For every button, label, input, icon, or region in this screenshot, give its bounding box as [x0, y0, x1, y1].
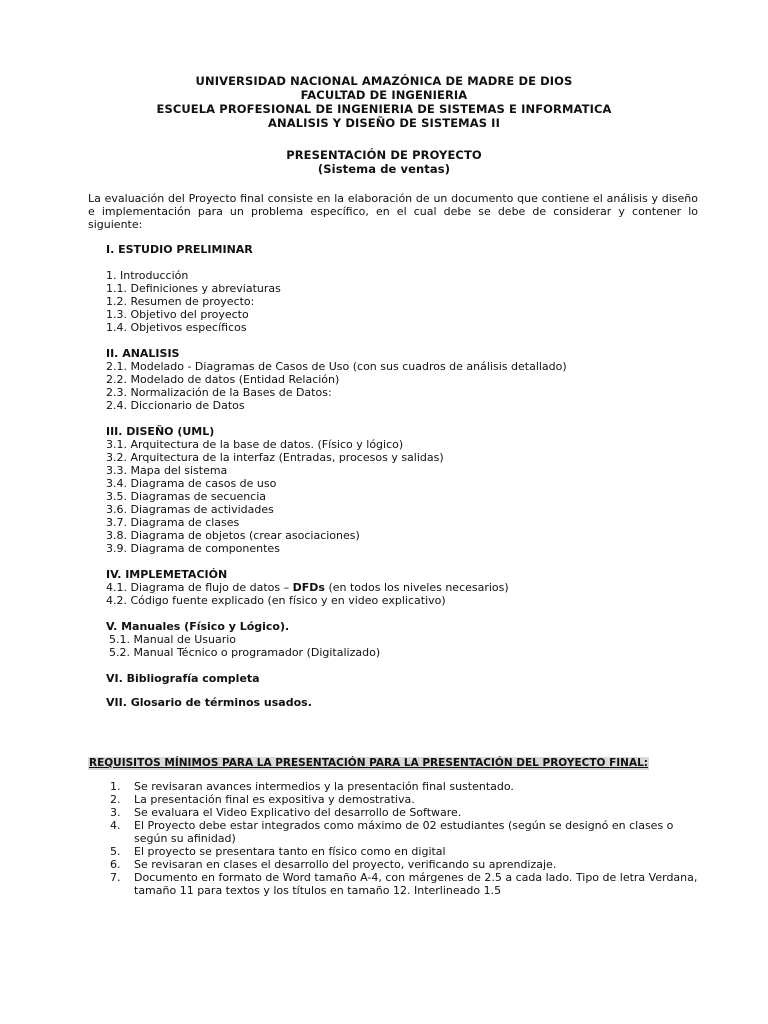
list-item	[110, 780, 700, 793]
list-item	[110, 793, 700, 806]
requirements-list	[110, 780, 700, 897]
outline-item: 3.5. Diagramas de secuencia	[106, 490, 267, 503]
outline-item: 3.2. Arquitectura de la interfaz (Entradas, procesos y salidas)	[106, 451, 444, 464]
project-outline	[106, 243, 706, 709]
list-number: 3.	[110, 806, 121, 819]
list-item-text: El proyecto se presentara tanto en físico como en digital	[134, 845, 446, 858]
course-name: ANALISIS Y DISEÑO DE SISTEMAS II	[268, 116, 500, 130]
section-title-estudio-preliminar: I. ESTUDIO PRELIMINAR	[106, 243, 253, 256]
outline-item	[106, 581, 706, 594]
faculty-name: FACULTAD DE INGENIERIA	[300, 88, 468, 102]
list-number: 2.	[110, 793, 121, 806]
outline-item: 1.4. Objetivos específicos	[106, 321, 247, 334]
outline-item-bold-text: DFDs	[292, 581, 325, 594]
presentation-heading	[0, 148, 768, 176]
section-title-bibliografia: VI. Bibliografía completa	[106, 672, 260, 685]
section-title-implementacion: IV. IMPLEMETACIÓN	[106, 568, 228, 581]
list-number: 4.	[110, 819, 121, 832]
intro-paragraph: La evaluación del Proyecto final consiste en la elaboración de un documento que contiene el análisis y diseño e implementación para un problema específico, en el cual debe se debe de considerar y contener lo siguiente:	[88, 192, 698, 231]
outline-item: 3.9. Diagrama de componentes	[106, 542, 280, 555]
outline-item-text: (en todos los niveles necesarios)	[324, 581, 509, 594]
university-name: UNIVERSIDAD NACIONAL AMAZÓNICA DE MADRE DE DIOS	[195, 74, 573, 88]
presentation-title: PRESENTACIÓN DE PROYECTO	[286, 148, 482, 162]
outline-item: 1. Introducción	[106, 269, 189, 282]
outline-item: 1.1. Definiciones y abreviaturas	[106, 282, 281, 295]
outline-item: 3.7. Diagrama de clases	[106, 516, 240, 529]
section-title-diseno: III. DISEÑO (UML)	[106, 425, 215, 438]
list-number: 1.	[110, 780, 121, 793]
outline-item: 4.2. Código fuente explicado (en físico y en video explicativo)	[106, 594, 446, 607]
outline-item: 3.1. Arquitectura de la base de datos. (Físico y lógico)	[106, 438, 404, 451]
outline-item-text: 4.1. Diagrama de flujo de datos –	[106, 581, 293, 594]
list-item	[110, 858, 700, 871]
requirements-heading	[88, 756, 649, 770]
outline-item: 1.2. Resumen de proyecto:	[106, 295, 255, 308]
outline-item: 3.8. Diagrama de objetos (crear asociaciones)	[106, 529, 360, 542]
outline-item: 2.1. Modelado - Diagramas de Casos de Uso (con sus cuadros de análisis detallado)	[106, 360, 567, 373]
outline-item: 5.2. Manual Técnico o programador (Digitalizado)	[109, 646, 381, 659]
outline-item: 3.3. Mapa del sistema	[106, 464, 228, 477]
list-item	[110, 871, 700, 897]
list-item-text: Se evaluara el Video Explicativo del desarrollo de Software.	[134, 806, 462, 819]
school-name: ESCUELA PROFESIONAL DE INGENIERIA DE SISTEMAS E INFORMATICA	[156, 102, 612, 116]
list-item	[110, 806, 700, 819]
list-number: 5.	[110, 845, 121, 858]
document-header	[0, 74, 768, 130]
outline-item: 2.4. Diccionario de Datos	[106, 399, 245, 412]
outline-item: 2.3. Normalización de la Bases de Datos:	[106, 386, 332, 399]
list-number: 6.	[110, 858, 121, 871]
requirements-title: REQUISITOS MÍNIMOS PARA LA PRESENTACIÓN PARA LA PRESENTACIÓN DEL PROYECTO FINAL:	[89, 757, 648, 769]
outline-item: 5.1. Manual de Usuario	[109, 633, 237, 646]
list-item-text: Se revisaran en clases el desarrollo del proyecto, verificando su aprendizaje.	[134, 858, 557, 871]
section-title-glosario: VII. Glosario de términos usados.	[106, 696, 312, 709]
outline-item: 3.4. Diagrama de casos de uso	[106, 477, 277, 490]
section-title-analisis: II. ANALISIS	[106, 347, 180, 360]
list-item-text: La presentación final es expositiva y demostrativa.	[134, 793, 415, 806]
outline-item: 1.3. Objetivo del proyecto	[106, 308, 249, 321]
list-number: 7.	[110, 871, 121, 884]
outline-item: 2.2. Modelado de datos (Entidad Relación)	[106, 373, 340, 386]
list-item	[110, 845, 700, 858]
presentation-subtitle: (Sistema de ventas)	[317, 162, 451, 176]
outline-item: 3.6. Diagramas de actividades	[106, 503, 274, 516]
section-title-manuales: V. Manuales (Físico y Lógico).	[106, 620, 290, 633]
list-item	[110, 819, 700, 845]
list-item-text: Se revisaran avances intermedios y la presentación final sustentado.	[134, 780, 514, 793]
list-item-text: Documento en formato de Word tamaño A-4, con márgenes de 2.5 a cada lado. Tipo de letra Verdana, tamaño 11 para textos y los títulos en tamaño 12. Interlineado 1.5	[134, 871, 698, 897]
list-item-text: El Proyecto debe estar integrados como máximo de 02 estudiantes (según se designó en clases o según su afinidad)	[134, 819, 674, 845]
